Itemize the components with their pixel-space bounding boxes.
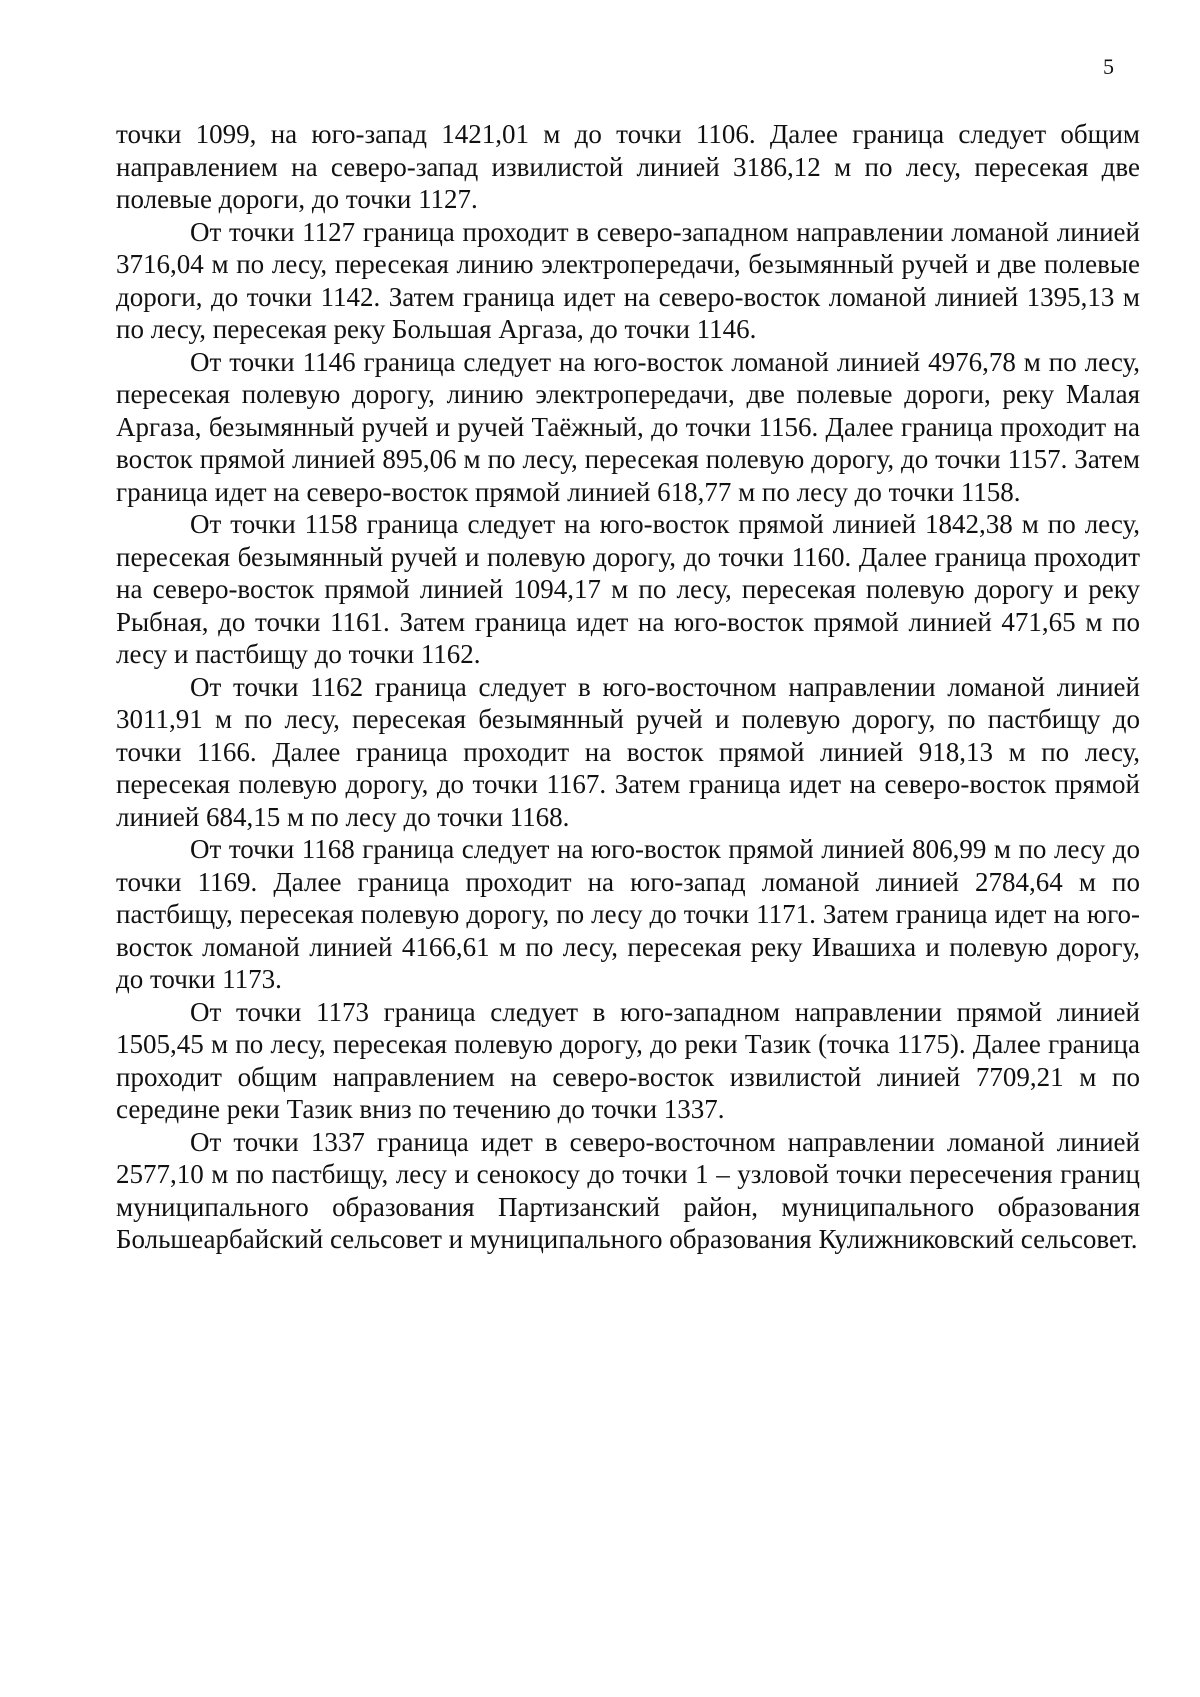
paragraph: От точки 1162 граница следует в юго-восточном направлении ломаной линией 3011,91 м по лесу, пересекая безымянный ручей и полевую дорогу, по пастбищу до точки 1166. Далее граница проходит на восток прямой линией 918,13 м по лесу, пересекая полевую дорогу, до точки 1167. Затем граница идет на северо-восток прямой линией 684,15 м по лесу до точки 1168.	[116, 671, 1140, 832]
paragraph: От точки 1173 граница следует в юго-западном направлении прямой линией 1505,45 м по лесу, пересекая полевую дорогу, до реки Тазик (точка 1175). Далее граница проходит общим направлением на северо-восток извилистой линией 7709,21 м по середине реки Тазик вниз по течению до точки 1337.	[116, 996, 1140, 1124]
document-body	[116, 118, 1140, 1256]
paragraph: От точки 1127 граница проходит в северо-западном направлении ломаной линией 3716,04 м по лесу, пересекая линию электропередачи, безымянный ручей и две полевые дороги, до точки 1142. Затем граница идет на северо-восток ломаной линией 1395,13 м по лесу, пересекая реку Большая Аргаза, до точки 1146.	[116, 216, 1140, 344]
paragraph: От точки 1337 граница идет в северо-восточном направлении ломаной линией 2577,10 м по пастбищу, лесу и сенокосу до точки 1 – узловой точки пересечения границ муниципального образования Партизанский район, муниципального образования Большеарбайский сельсовет и муниципального образования Кулижниковский сельсовет.	[116, 1126, 1140, 1254]
page-number: 5	[1103, 54, 1114, 79]
paragraph: точки 1099, на юго-запад 1421,01 м до точки 1106. Далее граница следует общим направлением на северо-запад извилистой линией 3186,12 м по лесу, пересекая две полевые дороги, до точки 1127.	[116, 119, 1140, 214]
paragraph: От точки 1168 граница следует на юго-восток прямой линией 806,99 м по лесу до точки 1169. Далее граница проходит на юго-запад ломаной линией 2784,64 м по пастбищу, пересекая полевую дорогу, по лесу до точки 1171. Затем граница идет на юго-восток ломаной линией 4166,61 м по лесу, пересекая реку Ивашиха и полевую дорогу, до точки 1173.	[116, 834, 1140, 994]
paragraph: От точки 1158 граница следует на юго-восток прямой линией 1842,38 м по лесу, пересекая безымянный ручей и полевую дорогу, до точки 1160. Далее граница проходит на северо-восток прямой линией 1094,17 м по лесу, пересекая полевую дорогу и реку Рыбная, до точки 1161. Затем граница идет на юго-восток прямой линией 471,65 м по лесу и пастбищу до точки 1162.	[116, 509, 1140, 669]
paragraph: От точки 1146 граница следует на юго-восток ломаной линией 4976,78 м по лесу, пересекая полевую дорогу, линию электропередачи, две полевые дороги, реку Малая Аргаза, безымянный ручей и ручей Таёжный, до точки 1156. Далее граница проходит на восток прямой линией 895,06 м по лесу, пересекая полевую дорогу, до точки 1157. Затем граница идет на северо-восток прямой линией 618,77 м по лесу до точки 1158.	[116, 346, 1140, 507]
